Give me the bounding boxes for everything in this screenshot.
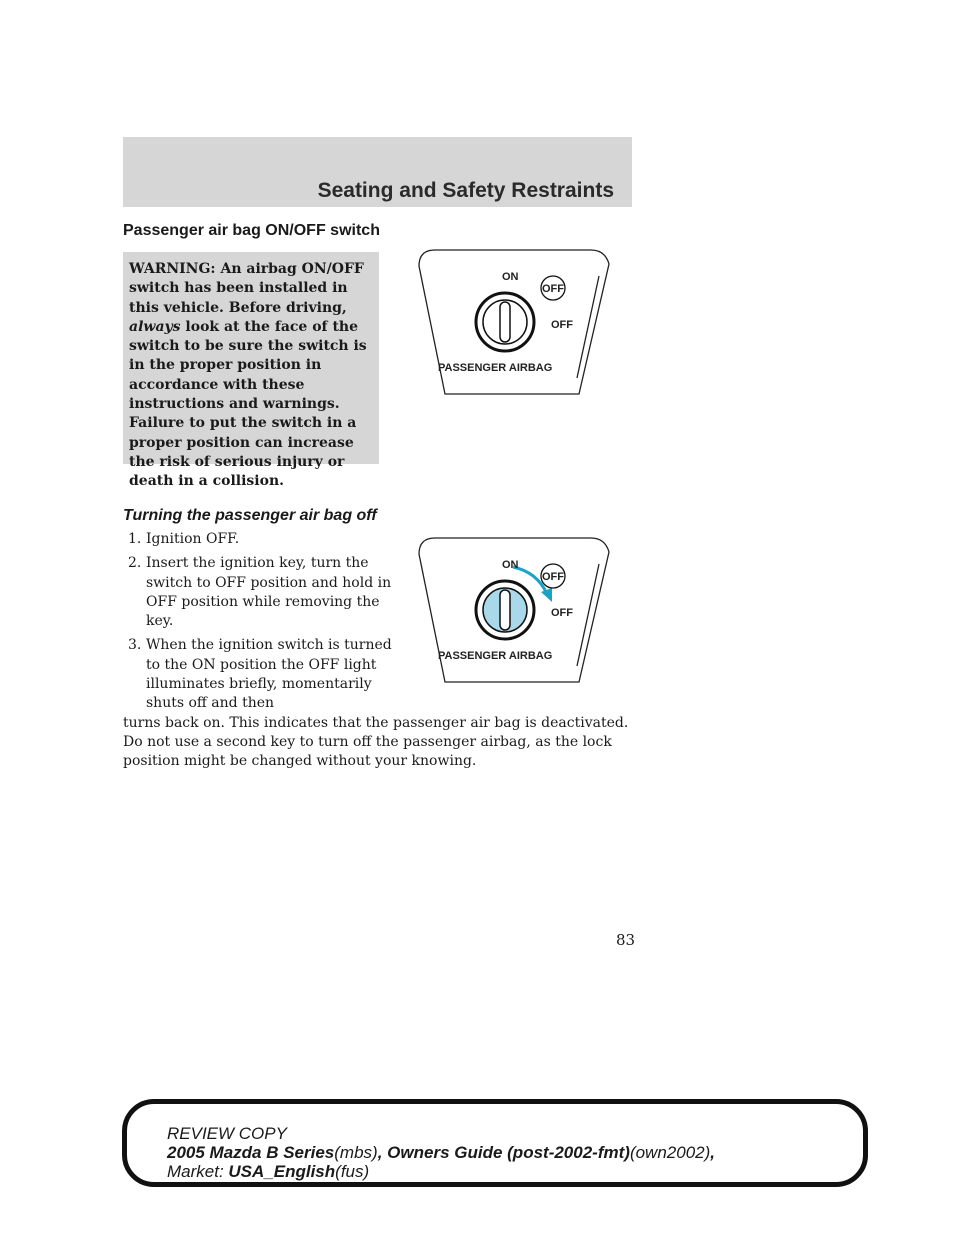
section-title: Seating and Safety Restraints	[317, 179, 614, 202]
off-label: OFF	[551, 607, 573, 619]
footer-review-copy: REVIEW COPY	[167, 1124, 287, 1143]
warning-emphasis: always	[129, 318, 181, 335]
step-text: Ignition OFF.	[146, 531, 240, 547]
key-slot	[500, 302, 510, 342]
footer-line-2	[167, 1143, 863, 1162]
footer-model-code: (mbs)	[334, 1143, 378, 1162]
footer-market: USA_English	[228, 1162, 336, 1181]
step-text: When the ignition switch is turned to the ON position the OFF light illuminates briefly, momentarily shuts off and then	[146, 637, 392, 712]
step-item	[123, 554, 643, 631]
panel-edge-line	[577, 276, 599, 378]
on-label: ON	[502, 559, 519, 571]
footer-market-label: Market:	[167, 1162, 229, 1181]
footer-guide-code: (own2002)	[629, 1143, 711, 1162]
off-label: OFF	[551, 319, 573, 331]
step-number: 1.	[128, 531, 142, 547]
warning-box	[123, 252, 379, 490]
step-text-continuation: turns back on. This indicates that the passenger air bag is deactivated. Do not use a second key to turn off the passenger airbag, as the lock position might be changed without your knowing.	[123, 714, 629, 770]
warning-text-cont: look at the face of the switch to be sure the switch is in the proper position in accordance with these instructions and warnings. Failure to put the switch in a proper position can increase the risk of serious injury or death in a collision.	[129, 318, 367, 490]
off-badge-label: OFF	[542, 571, 564, 583]
footer-line-3	[167, 1162, 863, 1181]
step-item	[123, 530, 643, 549]
page-number: 83	[616, 931, 636, 949]
footer-model: 2005 Mazda B Series	[167, 1143, 335, 1162]
on-label: ON	[502, 271, 519, 283]
subsection-heading: Turning the passenger air bag off	[123, 507, 377, 524]
section-heading: Passenger air bag ON/OFF switch	[123, 222, 380, 239]
step-text: Insert the ignition key, turn the switch to OFF position and hold in OFF position while removing the key.	[146, 555, 392, 630]
step-number: 3.	[128, 637, 142, 654]
step-item	[123, 636, 643, 771]
footer-separator: ,	[710, 1143, 715, 1162]
caption-passenger-airbag: PASSENGER AIRBAG	[438, 362, 553, 374]
step-number: 2.	[128, 555, 142, 572]
airbag-switch-figure-on	[405, 248, 620, 396]
footer-market-code: (fus)	[335, 1162, 370, 1181]
review-copy-footer	[122, 1099, 868, 1187]
footer-separator: ,	[377, 1143, 388, 1162]
footer-guide: Owners Guide (post-2002-fmt)	[387, 1143, 630, 1162]
header-band	[123, 137, 632, 207]
instruction-steps	[123, 530, 643, 777]
off-badge-label: OFF	[542, 283, 564, 295]
warning-text: WARNING: An airbag ON/OFF switch has been installed in this vehicle. Before driving,	[129, 261, 364, 316]
caption-passenger-airbag: PASSENGER AIRBAG	[438, 650, 553, 662]
